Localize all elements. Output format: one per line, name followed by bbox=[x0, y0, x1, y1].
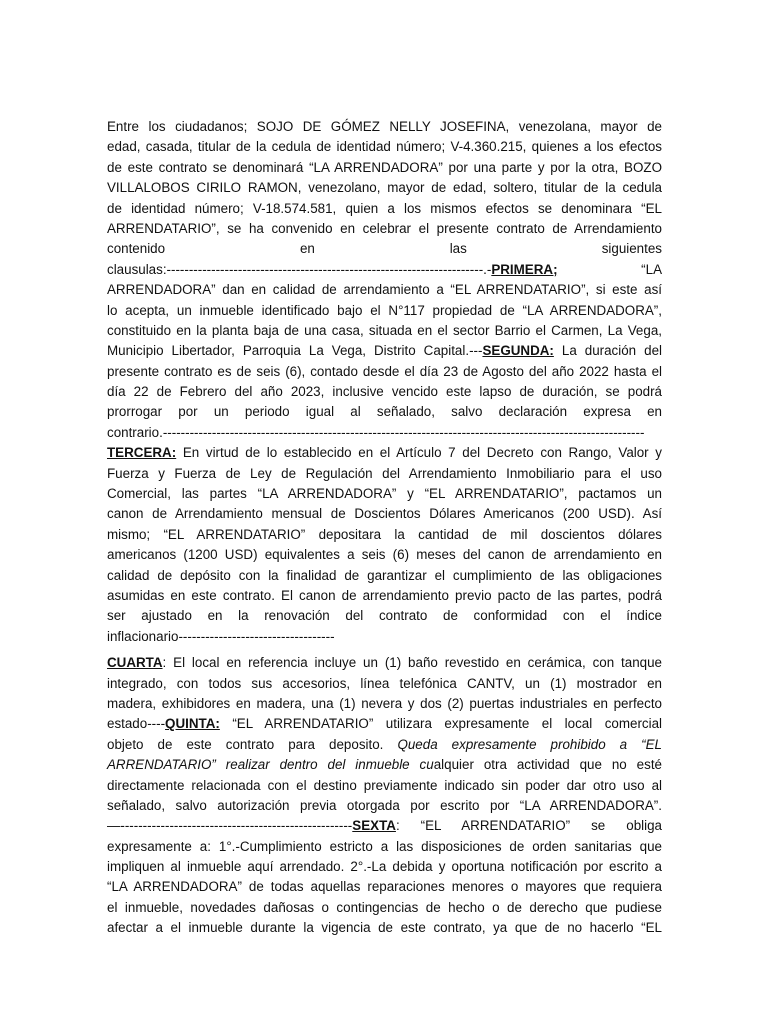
text-line bbox=[107, 443, 662, 463]
text-line: VILLALOBOS CIRILO RAMON, venezolano, mayor de edad, soltero, titular de la cedula bbox=[107, 180, 662, 196]
text-line bbox=[107, 653, 662, 673]
text-line: lo acepta, un inmueble identificado bajo el N°117 propiedad de “LA ARRENDADORA”, bbox=[107, 302, 662, 318]
text-line: ARRENDATARIO”, se ha convenido en celebrar el presente contrato de Arrendamiento bbox=[107, 220, 662, 236]
text-line bbox=[107, 735, 662, 755]
clause-heading-sexta: SEXTA bbox=[352, 818, 396, 834]
text-line bbox=[107, 341, 662, 361]
text-line: inflacionario----------------------------------- bbox=[107, 628, 335, 644]
text-line: impliquen al inmueble aquí arrendado. 2°.-La debida y oportuna notificación por escrito a bbox=[107, 859, 662, 875]
text-line bbox=[107, 755, 662, 775]
text-line: de identidad número; V-18.574.581, quien a los mismos efectos se denominara “EL bbox=[107, 200, 662, 216]
text-line: Entre los ciudadanos; SOJO DE GÓMEZ NELLY JOSEFINA, venezolana, mayor de bbox=[107, 119, 662, 134]
clause-heading-cuarta: CUARTA bbox=[107, 655, 163, 671]
text-run: “EL ARRENDATARIO” utilizara expresamente el local comercial bbox=[232, 716, 662, 732]
text-line: Comercial, las partes “LA ARRENDADORA” y “EL ARRENDATARIO”, pactamos un bbox=[107, 486, 662, 502]
text-run: Municipio Libertador, Parroquia La Vega, Distrito Capital.--- bbox=[107, 343, 483, 359]
text-run: “LA bbox=[641, 261, 662, 277]
text-line: expresamente a: 1°.-Cumplimiento estricto a las disposiciones de orden sanitarias que bbox=[107, 838, 662, 854]
text-line: integrado, con todos sus accesorios, línea telefónica CANTV, un (1) mostrador en bbox=[107, 675, 662, 691]
text-line bbox=[107, 260, 662, 280]
text-run-italic: Queda expresamente prohibido a “EL bbox=[397, 736, 663, 752]
text-run: —---------------------------------------------------- bbox=[107, 818, 353, 834]
text-run: En virtud de lo establecido en el Artículo 7 del Decreto con Rango, Valor y bbox=[182, 445, 662, 461]
text-line: afectar a el inmueble durante la vigencia de este contrato, ya que de no hacerlo “EL bbox=[107, 920, 662, 936]
text-run: : bbox=[162, 655, 167, 671]
text-line: prorrogar por un periodo igual al señalado, salvo declaración expresa en bbox=[107, 404, 662, 420]
text-line: directamente relacionada con el destino previamente indicado sin poder dar otro uso al bbox=[107, 777, 662, 793]
text-line: presente contrato es de seis (6), contado desde el día 23 de Agosto del año 2022 hasta el bbox=[107, 363, 662, 379]
text-line: contrario.------------------------------------------------------------------------------------------------------------ bbox=[107, 424, 645, 440]
text-line bbox=[107, 714, 662, 734]
text-line: —----------------------------------------------------SEXTA: “EL ARRENDATARIO” se obliga bbox=[107, 818, 662, 834]
text-run-italic: ARRENDATARIO” realizar dentro del inmueble cu bbox=[107, 757, 434, 773]
clause-heading-primera: PRIMERA; bbox=[491, 261, 558, 277]
clause-heading-tercera: TERCERA: bbox=[107, 445, 177, 461]
text-run: La duración del bbox=[561, 343, 662, 359]
text-line: mismo; “EL ARRENDATARIO” depositara la cantidad de mil doscientos dólares bbox=[107, 526, 662, 542]
text-line: calidad de depósito con la finalidad de garantizar el cumplimiento de las obligaciones bbox=[107, 567, 662, 583]
clause-heading-quinta: QUINTA: bbox=[165, 716, 220, 732]
text-line: madera, exhibidores en madera, una (1) nevera y dos (2) puertas industriales en perfecto bbox=[107, 695, 662, 711]
text-line: constituido en la planta baja de una casa, situada en el sector Barrio el Carmen, La Vega, bbox=[107, 322, 662, 338]
text-run: alquier otra actividad que no esté bbox=[433, 757, 662, 773]
contract-body bbox=[107, 117, 662, 939]
text-run: “EL ARRENDATARIO” se obliga bbox=[420, 818, 662, 834]
text-line: ser ajustado en la renovación del contrato de conformidad con el índice bbox=[107, 608, 662, 624]
text-line: día 22 de Febrero del año 2023, inclusive vencido este lapso de duración, se podrá bbox=[107, 384, 662, 400]
text-run: clausulas:-----------------------------------------------------------------------.- bbox=[107, 261, 492, 277]
text-line: ARRENDADORA” dan en calidad de arrendamiento a “EL ARRENDATARIO”, si este así bbox=[107, 282, 662, 298]
text-line: asumidas en este contrato. El canon de arrendamiento previo pacto de las partes, podrá bbox=[107, 587, 662, 603]
clause-heading-segunda: SEGUNDA: bbox=[482, 343, 554, 359]
text-line: edad, casada, titular de la cedula de identidad número; V-4.360.215, quienes a los efectos bbox=[107, 139, 662, 155]
text-line: contenido en las siguientes bbox=[107, 241, 662, 257]
text-line: de este contrato se denominará “LA ARRENDADORA” por una parte y por la otra, BOZO bbox=[107, 159, 662, 175]
text-run: estado---- bbox=[107, 716, 166, 732]
text-line: canon de Arrendamiento mensual de Doscientos Dólares Americanos (200 USD). Así bbox=[107, 506, 662, 522]
text-line: señalado, salvo autorización previa otorgada por escrito por “LA ARRENDADORA”. bbox=[107, 797, 662, 813]
text-line: el inmueble, novedades dañosas o contingencias de hecho o de derecho que pudiese bbox=[107, 899, 662, 915]
text-run: objeto de este contrato para deposito. bbox=[107, 736, 384, 752]
text-run: El local en referencia incluye un (1) baño revestido en cerámica, con tanque bbox=[173, 655, 662, 671]
text-line: Fuerza y Fuerza de Ley de Regulación del Arrendamiento Inmobiliario para el uso bbox=[107, 465, 662, 481]
text-line: americanos (1200 USD) equivalentes a seis (6) meses del canon de arrendamiento en bbox=[107, 547, 662, 563]
text-line: “LA ARRENDADORA” de todas aquellas reparaciones menores o mayores que requiera bbox=[107, 879, 662, 895]
